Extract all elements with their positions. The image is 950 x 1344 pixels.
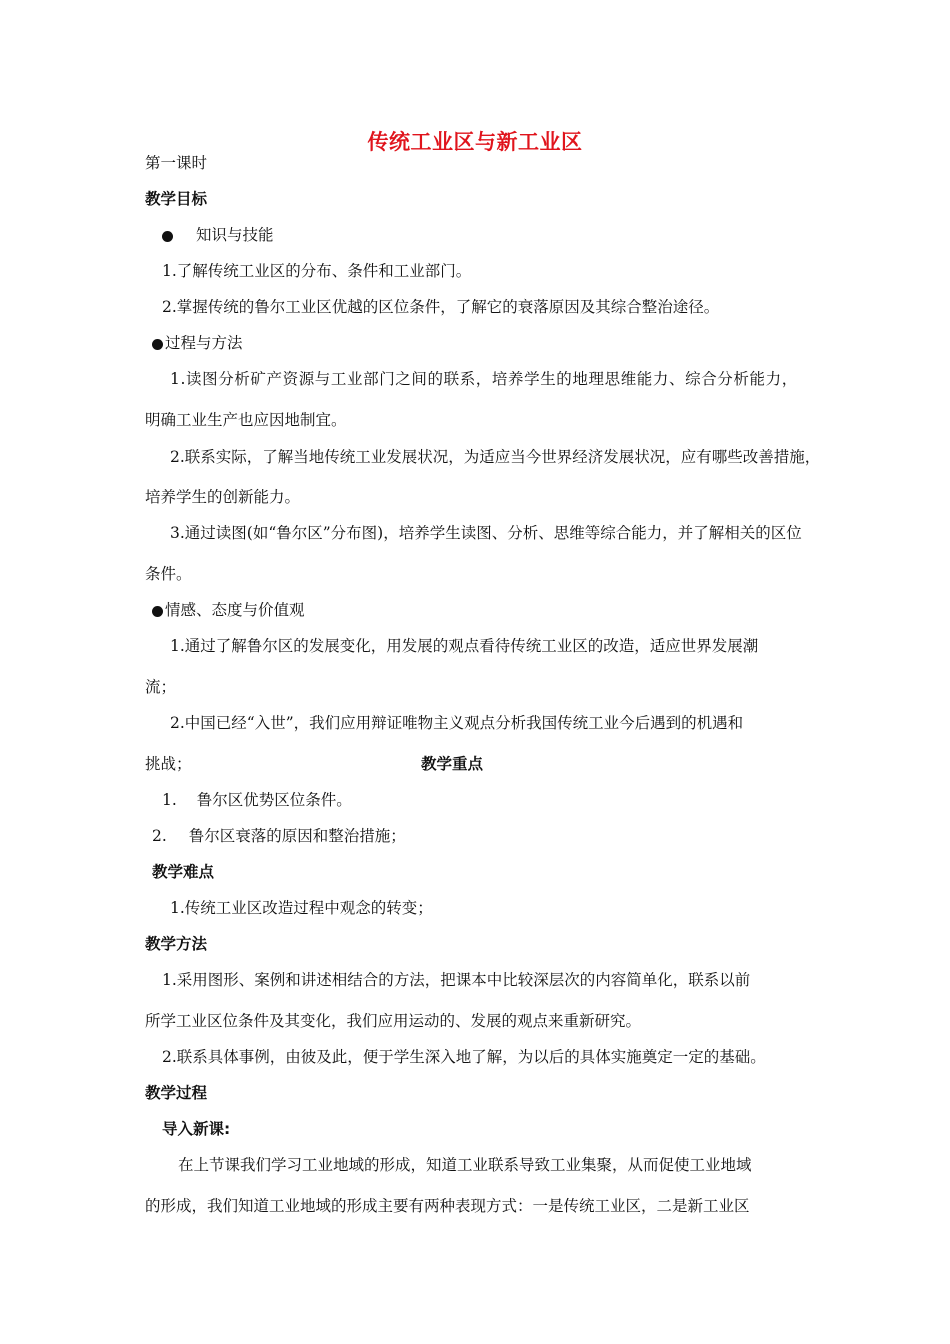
key-point-2-text: 鲁尔区衰落的原因和整治措施； — [188, 827, 406, 845]
objectives-heading: 教学目标 — [145, 190, 208, 208]
methods-heading: 教学方法 — [145, 935, 208, 953]
method-item-1-cont: 所学工业区位条件及其变化，我们应用运动的、发展的观点来重新研究。 — [145, 1012, 642, 1030]
method-item-1: 1.采用图形、案例和讲述相结合的方法，把课本中比较深层次的内容简单化，联系以前 — [162, 971, 751, 989]
key-point-1-text: 鲁尔区优势区位条件。 — [196, 791, 352, 809]
bullet-icon — [162, 231, 173, 242]
difficulties-heading: 教学难点 — [152, 863, 215, 881]
emotion-label: 情感、态度与价值观 — [165, 601, 305, 619]
lesson-label: 第一课时 — [145, 154, 208, 172]
key-point-2-num: 2. — [152, 827, 167, 845]
process-item-1-cont: 明确工业生产也应因地制宜。 — [145, 411, 347, 429]
process-section-heading: 教学过程 — [145, 1084, 208, 1102]
intro-paragraph-line-2: 的形成，我们知道工业地域的形成主要有两种表现方式：一是传统工业区，二是新工业区 — [145, 1197, 750, 1215]
bullet-icon — [152, 339, 163, 350]
emotion-item-2-cont: 挑战； — [145, 755, 192, 773]
document-title: 传统工业区与新工业区 — [367, 129, 583, 154]
process-item-2: 2.联系实际，了解当地传统工业发展状况，为适应当今世界经济发展状况，应有哪些改善措施， — [170, 448, 821, 466]
emotion-heading — [152, 600, 305, 620]
difficulty-item-1: 1.传统工业区改造过程中观念的转变； — [170, 899, 433, 917]
process-heading — [152, 333, 243, 353]
knowledge-item-2: 2.掌握传统的鲁尔工业区优越的区位条件，了解它的衰落原因及其综合整治途径。 — [162, 298, 720, 316]
intro-heading: 导入新课: — [162, 1120, 231, 1138]
key-point-1-num: 1. — [162, 791, 177, 809]
method-item-2: 2.联系具体事例，由彼及此，便于学生深入地了解，为以后的具体实施奠定一定的基础。 — [162, 1048, 766, 1066]
key-point-2 — [152, 826, 406, 846]
process-item-2-cont: 培养学生的创新能力。 — [145, 488, 301, 506]
key-point-1 — [162, 790, 352, 810]
process-item-1: 1.读图分析矿产资源与工业部门之间的联系，培养学生的地理思维能力、综合分析能力， — [170, 370, 798, 388]
knowledge-label: 知识与技能 — [195, 226, 274, 244]
bullet-icon — [152, 606, 163, 617]
knowledge-heading — [162, 225, 273, 245]
process-label: 过程与方法 — [165, 334, 243, 352]
emotion-item-2: 2.中国已经“入世”，我们应用辩证唯物主义观点分析我国传统工业今后遇到的机遇和 — [170, 714, 744, 732]
process-item-3: 3.通过读图(如“鲁尔区”分布图)，培养学生读图、分析、思维等综合能力，并了解相关的区位 — [170, 524, 802, 542]
emotion-item-1-cont: 流； — [145, 678, 177, 696]
knowledge-item-1: 1.了解传统工业区的分布、条件和工业部门。 — [162, 262, 472, 280]
emotion-item-1: 1.通过了解鲁尔区的发展变化，用发展的观点看待传统工业区的改造，适应世界发展潮 — [170, 637, 759, 655]
intro-paragraph-line-1: 在上节课我们学习工业地域的形成，知道工业联系导致工业集聚，从而促使工业地域 — [178, 1156, 752, 1174]
key-points-heading: 教学重点 — [421, 755, 484, 773]
process-item-3-cont: 条件。 — [145, 565, 192, 583]
